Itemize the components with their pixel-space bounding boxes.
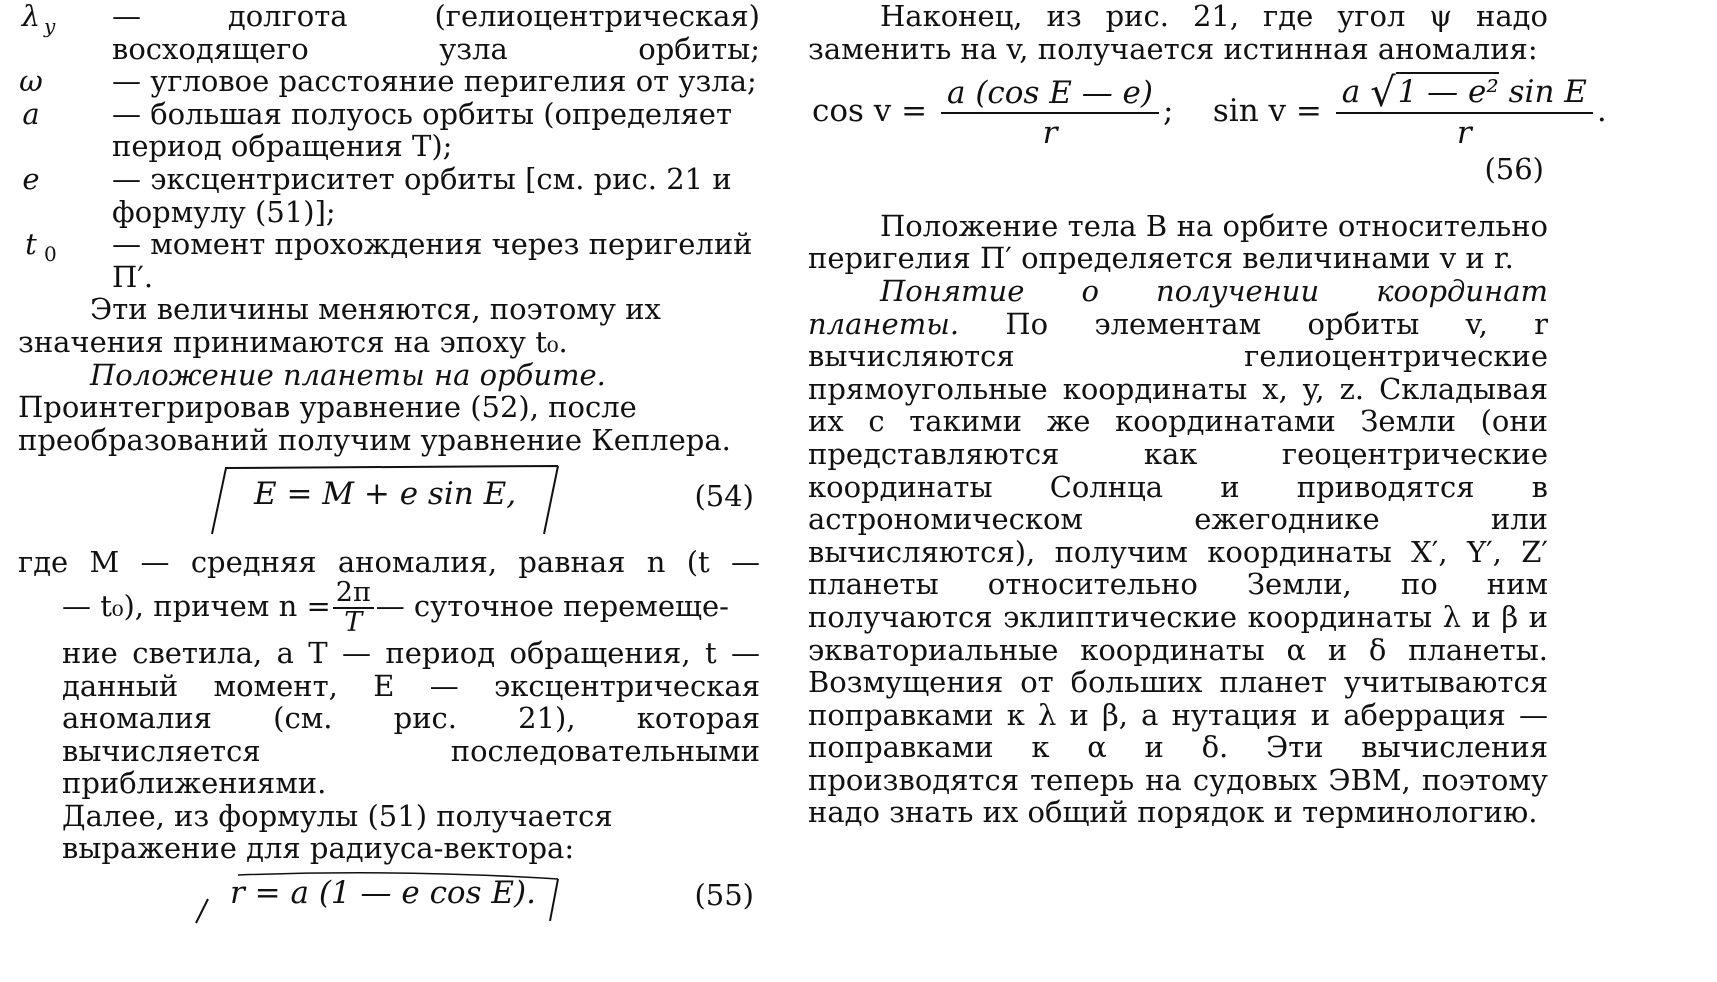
paragraph-further: Далее, из формулы (51) получается выражение для радиуса-вектора: [62,798,613,866]
section-heading-position: Положение планеты на орбите. [90,357,606,392]
definition-text: — эксцентриситет орбиты [см. рис. 21 и формулу (51)]; [112,161,732,229]
paragraph-mean-anomaly: — t₀), причем n = $\frac{2\pi}{T}$ — суточное перемеще- ние светила, а T — период обращения, t — данный момент, E — эксцентрическая аномалия (см. рис. 21), которая вычисляется последовательными приближениями. Далее, из формулы (51) получается выражение для радиуса-вектора: [62,576,760,866]
definition-text: — момент прохождения через перигелий П′. [112,227,753,294]
equation-56-number: (56) [1484,152,1544,187]
definition-text: — угловое расстояние перигелия от узла; [112,64,757,99]
paragraph-mean-anomaly-rest: ние светила, а T — период обращения, t — данный момент, E — эксцентрическая аномалия (см. рис. 21), которая вычисляется последовательными приближениями. [62,635,760,801]
definition-symbol: λ [21,0,41,33]
radical-sign: √ [1370,70,1396,117]
section-heading-concept: Понятие о получении координат планеты. [808,273,1548,341]
left-column [18,0,760,929]
equation-54-expression: E = M + e sin E, [254,476,517,513]
fraction-cos-v: $\frac{\text{a (cos E — e)}}{r}$ [941,74,1159,152]
equation-55-number: (55) [694,878,754,913]
definition-symbol: t [25,227,37,262]
definition-e [18,163,760,228]
paragraph-mean-anomaly-line1: где M — средняя аномалия, равная n (t — [18,545,760,580]
definition-lambda: λ $_у$ — долгота (гелиоцентрическая) восходящего узла орбиты; [18,0,760,65]
definition-t0: t $_0$ — момент прохождения через перигелий П′. [18,228,760,293]
fraction-2pi-over-T: $\frac{2\pi}{T}$ [333,579,374,637]
paragraph-body-position: Положение тела B на орбите относительно перигелия П′ определяется величинами v и r. [808,208,1548,276]
equation-55-expression: r = a (1 — e cos E). [230,875,536,912]
right-column [808,0,1607,830]
equation-54-number: (54) [694,479,754,514]
equation-56-cos-lhs: cos v = [812,93,928,130]
equation-54 [18,456,760,542]
paragraph-position: Положение планеты на орбите. Проинтегрировав уравнение (52), после преобразований получим уравнение Кеплера. [18,357,731,457]
definition-text: — долгота (гелиоцентрическая) восходящего узла орбиты; [112,0,760,66]
equation-56: cos v = $\frac{\text{a (cos E — e)}}{r}$ ; sin v = $\frac{\text{a √1 — e² sin E}}{r}$ . [812,70,1607,152]
definition-text: — большая полуось орбиты (определяет период обращения T); [112,96,733,164]
fraction-sin-v: $\frac{\text{a √1 — e² sin E}}{r}$ [1336,73,1593,152]
definition-symbol: ω [19,64,43,99]
definition-omega [18,65,760,98]
paragraph-concept: Понятие о получении координат планеты. По элементам орбиты v, r вычисляются гелиоцентрические прямоугольные координаты x, y, z. Складывая их с такими же координатами Земли (они представляются как геоцентрические координаты Солнца и приводятся в астрономическом ежегоднике или вычисляются), получим координаты X′, Y′, Z′ планеты относительно Земли, по ним получаются эклиптические координаты λ и β и экваториальные координаты α и δ планеты. Возмущения от больших планет учитываются поправками к λ и β, а нутация и аберрация — поправками к α и δ. Эти вычисления производятся теперь на судовых ЭВМ, поэтому надо знать их общий порядок и терминологию. [808,273,1548,830]
definition-symbol: a [22,96,40,131]
paragraph-finally: Наконец, из рис. 21, где угол ψ надо заменить на v, получается истинная аномалия: [808,0,1548,66]
definition-symbol: e [22,161,40,196]
equation-55 [18,865,760,929]
paragraph-epoch: Эти величины меняются, поэтому их значения принимаются на эпоху t₀. [18,292,661,359]
equation-56-sin-lhs: sin v = [1212,93,1322,130]
definition-a [18,98,760,163]
